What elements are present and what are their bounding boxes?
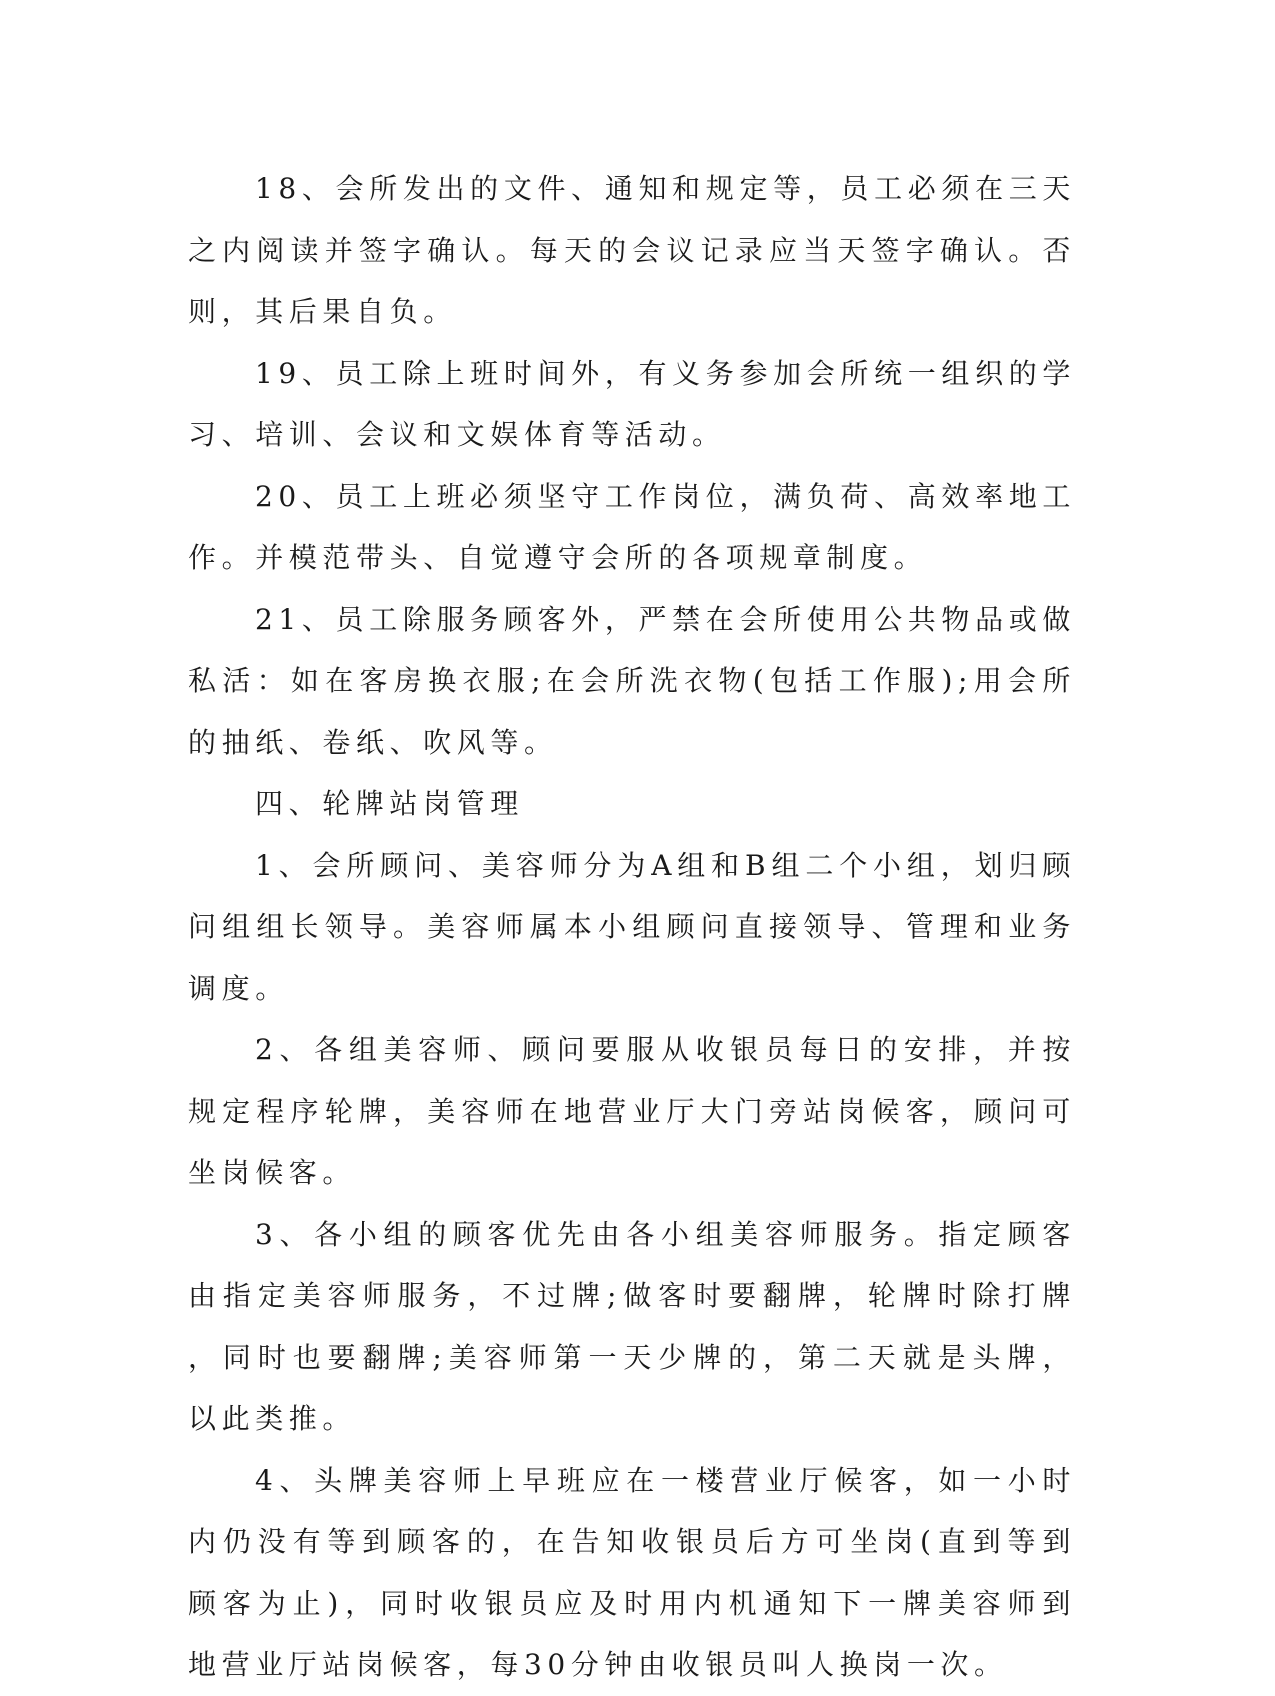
paragraph-18: 18、会所发出的文件、通知和规定等，员工必须在三天之内阅读并签字确认。每天的会议记录应当天签字确认。否则，其后果自负。 <box>188 172 1076 328</box>
paragraph-20: 20、员工上班必须坚守工作岗位，满负荷、高效率地工作。并模范带头、自觉遵守会所的各项规章制度。 <box>188 479 1076 574</box>
paragraph-2: 2、各组美容师、顾问要服从收银员每日的安排，并按规定程序轮牌，美容师在地营业厅大门旁站岗候客，顾问可坐岗候客。 <box>188 1033 1076 1189</box>
paragraph-21: 21、员工除服务顾客外，严禁在会所使用公共物品或做私活：如在客房换衣服;在会所洗衣物(包括工作服);用会所的抽纸、卷纸、吹风等。 <box>188 602 1076 759</box>
paragraph-1: 1、会所顾问、美容师分为A组和B组二个小组，划归顾问组组长领导。美容师属本小组顾问直接领导、管理和业务调度。 <box>188 848 1076 1005</box>
paragraph-4: 4、头牌美容师上早班应在一楼营业厅候客，如一小时内仍没有等到顾客的，在告知收银员后方可坐岗(直到等到顾客为止)，同时收银员应及时用内机通知下一牌美容师到地营业厅站岗候客，每30分钟由收银员叫人换岗一次。 <box>188 1463 1076 1681</box>
section-heading-rotation-management: 四、轮牌站岗管理 <box>255 787 524 820</box>
document-body <box>188 158 1076 1696</box>
paragraph-3: 3、各小组的顾客优先由各小组美容师服务。指定顾客由指定美容师服务，不过牌;做客时要翻牌，轮牌时除打牌，同时也要翻牌;美容师第一天少牌的，第二天就是头牌，以此类推。 <box>188 1217 1076 1435</box>
paragraph-19: 19、员工除上班时间外，有义务参加会所统一组织的学习、培训、会议和文娱体育等活动。 <box>188 356 1076 451</box>
